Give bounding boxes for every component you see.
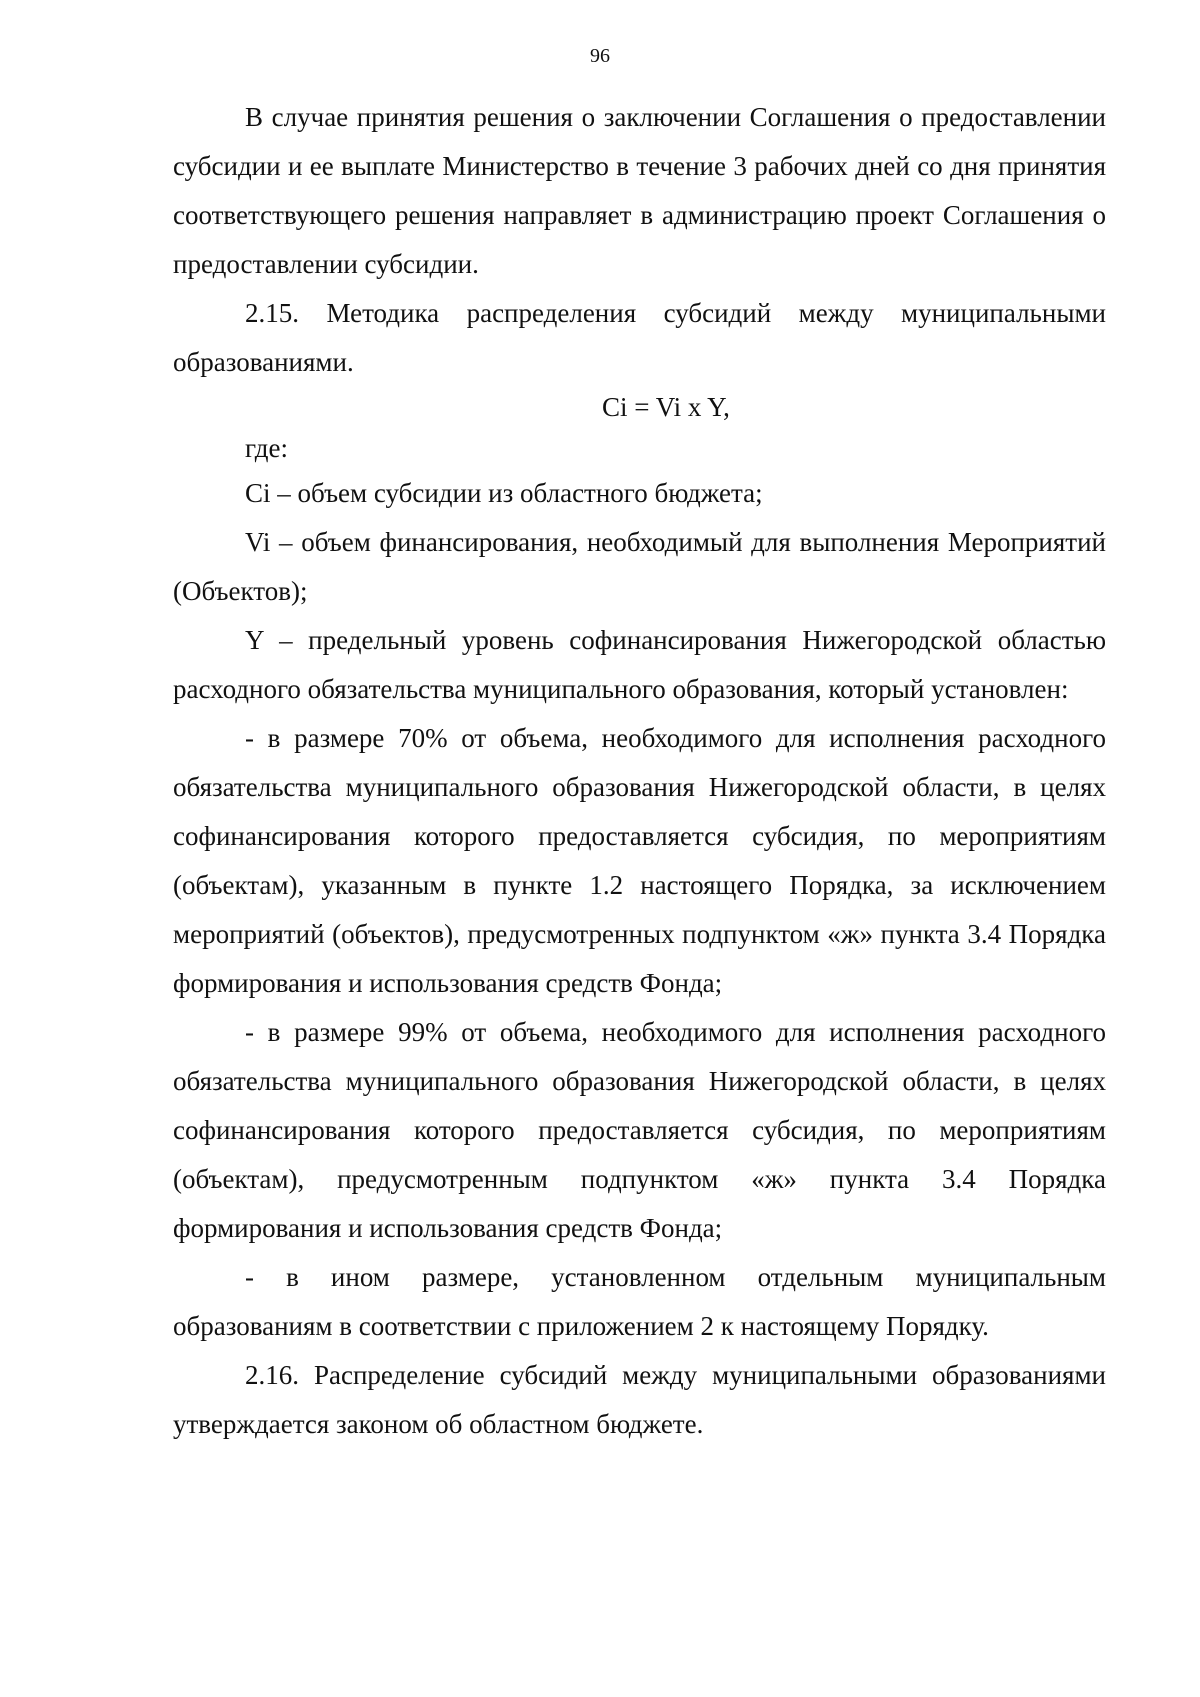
definition-y: Y – предельный уровень софинансирования Нижегородской областью расходного обязательства муниципального образования, который установлен: — [173, 625, 1106, 704]
document-body — [173, 93, 1106, 1449]
rate-other: - в ином размере, установленном отдельным муниципальным образованиям в соответствии с приложением 2 к настоящему Порядку. — [173, 1262, 1106, 1341]
paragraph-2-16-distribution: 2.16. Распределение субсидий между муниципальными образованиями утверждается законом об областном бюджете. — [173, 1360, 1106, 1439]
subsidy-formula: Ci = Vi x Y, — [602, 392, 730, 422]
definition-vi: Vi – объем финансирования, необходимый для выполнения Мероприятий (Объектов); — [173, 527, 1106, 606]
paragraph-2-15-methodology: 2.15. Методика распределения субсидий между муниципальными образованиями. — [173, 298, 1106, 377]
rate-70-percent: - в размере 70% от объема, необходимого для исполнения расходного обязательства муниципального образования Нижегородской области, в целях софинансирования которого предоставляется субсидия, по мероприятиям (объектам), указанным в пункте 1.2 настоящего Порядка, за исключением мероприятий (объектов), предусмотренных подпунктом «ж» пункта 3.4 Порядка формирования и использования средств Фонда; — [173, 723, 1106, 998]
page-number: 96 — [590, 45, 610, 67]
paragraph-agreement-decision: В случае принятия решения о заключении Соглашения о предоставлении субсидии и ее выплате Министерство в течение 3 рабочих дней со дня принятия соответствующего решения направляет в администрацию проект Соглашения о предоставлении субсидии. — [173, 102, 1106, 279]
formula-where-label: где: — [245, 433, 288, 463]
definition-ci: Ci – объем субсидии из областного бюджета; — [245, 478, 763, 508]
rate-99-percent: - в размере 99% от объема, необходимого для исполнения расходного обязательства муниципального образования Нижегородской области, в целях софинансирования которого предоставляется субсидия, по мероприятиям (объектам), предусмотренным подпунктом «ж» пункта 3.4 Порядка формирования и использования средств Фонда; — [173, 1017, 1106, 1243]
